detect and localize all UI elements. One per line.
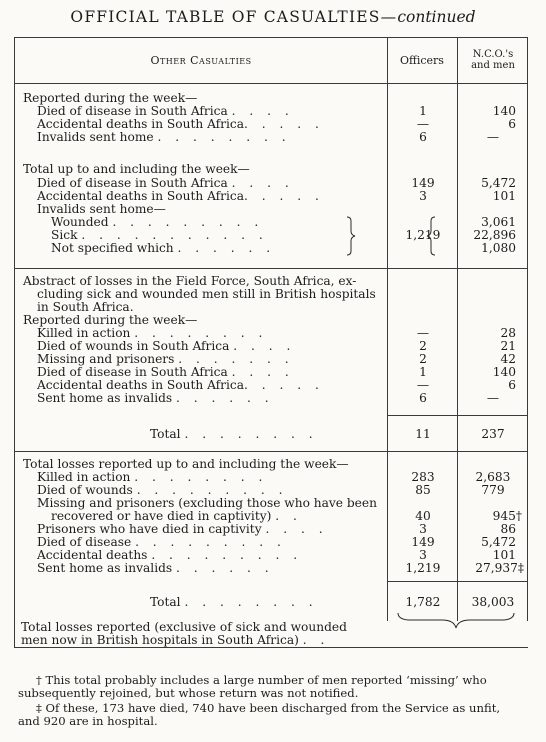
row-label: Killed in action . . . . . . . .	[37, 470, 268, 484]
cell-nco: 2,683	[475, 470, 511, 484]
cell-officers: 6	[419, 130, 427, 144]
cell-nco: 27,937‡	[475, 561, 524, 575]
footnote-ddagger: ‡ Of these, 173 have died, 740 have been discharged from the Service as unfit,	[36, 701, 501, 715]
cell-officers: 3	[419, 189, 427, 203]
footnote-ddagger-cont: and 920 are in hospital.	[18, 714, 158, 728]
cell-nco: 42	[500, 352, 516, 366]
cell-officers: 149	[411, 176, 435, 190]
cell-nco: 6	[508, 117, 516, 131]
cell-nco: 28	[500, 326, 516, 340]
row-label: Accidental deaths . . . . . . . . .	[37, 548, 303, 562]
header-officers: Officers	[400, 54, 444, 67]
cell-nco: 1,080	[481, 241, 516, 255]
cell-nco: 779	[481, 483, 505, 497]
cell-officers: —	[416, 326, 430, 340]
row-label: Sick . . . . . . . . . . .	[51, 228, 268, 242]
section-heading: Reported during the week—	[23, 91, 198, 105]
cell-officers: 2	[419, 339, 427, 353]
cell-nco: 21	[500, 339, 516, 353]
row-label: Invalids sent home—	[37, 202, 166, 216]
cell-officers: —	[416, 117, 430, 131]
row-label: Accidental deaths in South Africa. . . . .	[37, 117, 324, 131]
cell-nco: 101	[492, 189, 516, 203]
row-label: Died of wounds in South Africa . . . .	[37, 339, 296, 353]
subtotal-rule	[387, 581, 527, 582]
row-label: Died of wounds . . . . . . . . .	[37, 483, 288, 497]
abstract-line: Abstract of losses in the Field Force, South Africa, ex-	[23, 274, 357, 288]
row-label: Died of disease . . . . . . . . .	[37, 535, 286, 549]
cell-nco: —	[486, 391, 500, 405]
row-label: Sent home as invalids . . . . . .	[37, 391, 274, 405]
footnote-dagger: † This total probably includes a large number of men reported ‘missing’ who	[36, 673, 487, 687]
cell-nco: 945†	[492, 509, 522, 523]
cell-nco: 22,896	[473, 228, 516, 242]
cell-officers: 283	[411, 470, 435, 484]
cell-nco: 6	[508, 378, 516, 392]
cell-nco: 86	[500, 522, 516, 536]
row-label: Died of disease in South Africa . . . .	[37, 176, 294, 190]
footnote-dagger-cont: subsequently rejoined, but whose return was not notified.	[18, 686, 359, 700]
section-heading: Total losses reported up to and including the week—	[23, 457, 349, 471]
section-rule	[15, 451, 527, 452]
cell-officers: 2	[419, 352, 427, 366]
abstract-line: in South Africa.	[37, 300, 134, 314]
section-rule	[15, 268, 527, 269]
cell-officers: 1,219	[405, 228, 441, 242]
row-label: Prisoners who have died in captivity . . . .	[37, 522, 328, 536]
cell-officers: 3	[419, 548, 427, 562]
row-label: Accidental deaths in South Africa. . . . .	[37, 378, 324, 392]
cell-nco: 140	[492, 365, 516, 379]
cell-officers: 1	[419, 104, 427, 118]
page-title: OFFICIAL TABLE OF CASUALTIES—continued	[70, 8, 476, 26]
row-label: Died of disease in South Africa . . . .	[37, 104, 294, 118]
subtotal-rule	[387, 415, 527, 416]
cell-officers: 3	[419, 522, 427, 536]
row-label: Accidental deaths in South Africa. . . . .	[37, 189, 324, 203]
row-label: Invalids sent home . . . . . . . .	[37, 130, 291, 144]
row-label: Missing and prisoners (excluding those who have been	[37, 496, 377, 510]
total-officers: 11	[415, 427, 431, 441]
cell-officers: 85	[415, 483, 431, 497]
row-label: recovered or have died in captivity) . .	[51, 509, 302, 523]
cell-nco: 101	[492, 548, 516, 562]
section-heading: Reported during the week—	[23, 313, 198, 327]
cell-officers: 149	[411, 535, 435, 549]
cell-officers: 1,219	[405, 561, 441, 575]
total-label: Total . . . . . . . .	[150, 427, 318, 441]
row-label: Sent home as invalids . . . . . .	[37, 561, 274, 575]
row-label: Not specified which . . . . . .	[51, 241, 276, 255]
grand-total-label: men now in British hospitals in South Africa) . .	[21, 633, 330, 647]
total-officers: 1,782	[405, 595, 441, 609]
casualties-table	[14, 37, 528, 648]
cell-officers: 40	[415, 509, 431, 523]
total-brace	[386, 612, 528, 632]
header-nco-line2: and men	[471, 60, 515, 71]
total-nco: 237	[481, 427, 505, 441]
cell-nco: 5,472	[481, 176, 516, 190]
row-label: Died of disease in South Africa . . . .	[37, 365, 294, 379]
total-label: Total . . . . . . . .	[150, 595, 318, 609]
cell-officers: 6	[419, 391, 427, 405]
header-other-casualties: Other Casualties	[150, 54, 252, 67]
header-nco-line1: N.C.O.'s	[472, 49, 514, 60]
cell-officers: 1	[419, 365, 427, 379]
grand-total-label: Total losses reported (exclusive of sick and wounded	[21, 620, 347, 634]
row-label: Wounded . . . . . . . . .	[51, 215, 264, 229]
cell-officers: —	[416, 378, 430, 392]
row-label: Killed in action . . . . . . . .	[37, 326, 268, 340]
total-nco: 38,003	[471, 595, 515, 609]
cell-nco: 3,061	[481, 215, 516, 229]
row-label: Missing and prisoners . . . . . . .	[37, 352, 294, 366]
cell-nco: 140	[492, 104, 516, 118]
cell-nco: —	[486, 130, 500, 144]
cell-nco: 5,472	[481, 535, 516, 549]
section-heading: Total up to and including the week—	[23, 162, 250, 176]
abstract-line: cluding sick and wounded men still in British hospitals	[37, 287, 376, 301]
